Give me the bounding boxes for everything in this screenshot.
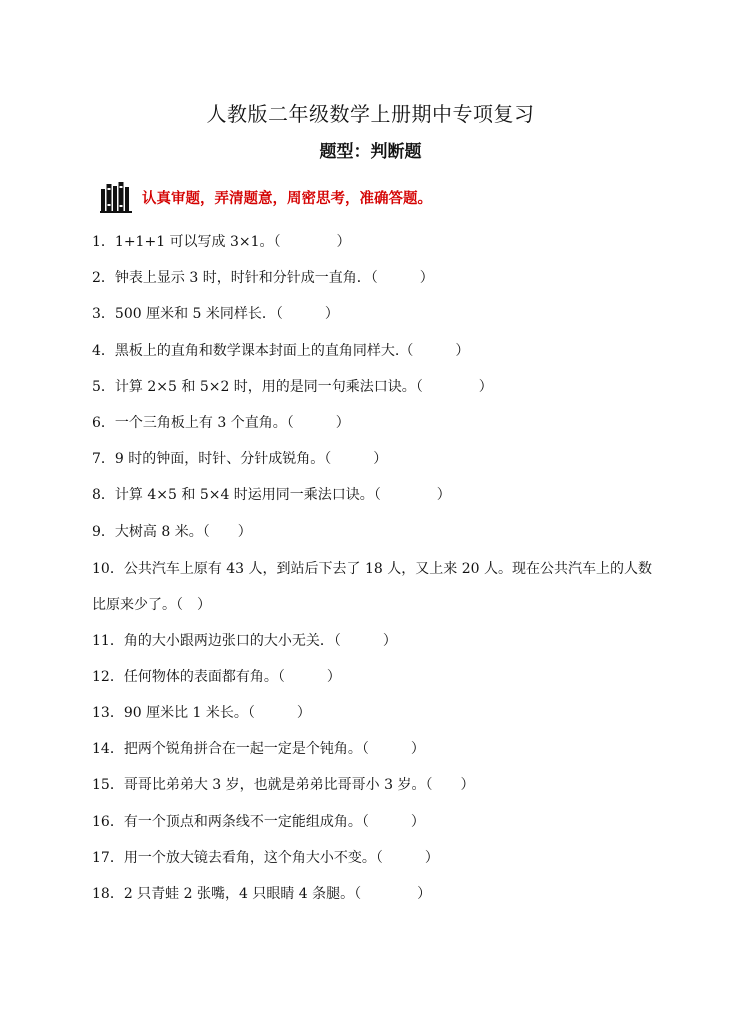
tip-banner xyxy=(100,180,432,214)
question-text: 角的大小跟两边张口的大小无关． xyxy=(123,632,334,649)
question-text: 2 只青蛙 2 张嘴，4 只眼睛 4 条腿。 xyxy=(123,886,355,902)
question-text: 任何物体的表面都有角。 xyxy=(123,668,278,685)
answer-blank[interactable]: （ ） xyxy=(333,632,397,649)
question-text: 黑板上的直角和数学课本封面上的直角同样大. xyxy=(114,342,400,359)
question-number: 11． xyxy=(92,632,124,649)
question-text: 90 厘米比 1 米长。 xyxy=(123,705,248,722)
question-item xyxy=(92,886,662,903)
books-icon xyxy=(100,180,134,214)
question-text: 公共汽车上原有 43 人，到站后下去了 18 人，又上来 20 人。现在公共汽车上的人数比原来少了。 xyxy=(92,560,652,613)
question-item xyxy=(92,633,662,650)
question-item xyxy=(92,487,662,504)
question-number: 2． xyxy=(92,270,115,287)
question-item xyxy=(92,270,662,287)
answer-blank[interactable]: （ ） xyxy=(286,414,350,431)
question-number: 16． xyxy=(92,813,124,830)
question-number: 9． xyxy=(92,523,115,540)
question-item xyxy=(92,741,662,758)
question-number: 4． xyxy=(92,342,115,359)
answer-blank[interactable]: （ ） xyxy=(354,886,432,902)
question-number: 7． xyxy=(92,451,115,468)
question-number: 6． xyxy=(92,414,115,431)
question-item xyxy=(92,551,662,623)
question-number: 10． xyxy=(92,560,124,577)
answer-blank[interactable]: （ ） xyxy=(415,378,493,395)
question-item xyxy=(92,814,662,831)
answer-blank[interactable]: （ ） xyxy=(375,849,439,866)
question-item xyxy=(92,234,662,251)
question-list xyxy=(92,234,662,922)
question-item xyxy=(92,306,662,323)
question-text: 500 厘米和 5 米同样长． xyxy=(114,306,276,323)
answer-blank[interactable]: （ ） xyxy=(425,777,475,794)
question-number: 14． xyxy=(92,741,124,758)
question-text: 大树高 8 米。 xyxy=(114,523,203,540)
question-number: 5． xyxy=(92,378,115,395)
page-subtitle: 题型：判断题 xyxy=(319,142,422,162)
answer-blank[interactable]: （ ） xyxy=(275,306,339,323)
question-text: 9 时的钟面，时针、分针成锐角。 xyxy=(114,451,325,468)
answer-blank[interactable]: （ ） xyxy=(277,668,341,685)
question-item xyxy=(92,415,662,432)
question-item xyxy=(92,379,662,396)
question-text: 用一个放大镜去看角，这个角大小不变。 xyxy=(123,849,376,866)
question-number: 3． xyxy=(92,306,115,323)
question-number: 8． xyxy=(92,487,115,504)
answer-blank[interactable]: （ ） xyxy=(373,487,451,504)
question-text: 计算 2×5 和 5×2 时，用的是同一句乘法口诀。 xyxy=(114,378,416,395)
question-item xyxy=(92,343,662,360)
answer-blank[interactable]: （ ） xyxy=(324,451,388,468)
tip-text: 认真审题，弄清题意，周密思考，准确答题。 xyxy=(142,190,432,207)
question-number: 13． xyxy=(92,705,124,722)
question-number: 17． xyxy=(92,849,124,866)
question-text: 计算 4×5 和 5×4 时运用同一乘法口诀。 xyxy=(114,487,374,504)
answer-blank[interactable]: （ ） xyxy=(361,741,425,758)
answer-blank[interactable]: （ ） xyxy=(370,270,434,287)
answer-blank[interactable]: （ ） xyxy=(273,234,351,250)
question-item xyxy=(92,451,662,468)
question-text: 哥哥比弟弟大 3 岁，也就是弟弟比哥哥小 3 岁。 xyxy=(123,777,426,794)
question-item xyxy=(92,777,662,794)
answer-blank[interactable]: （ ） xyxy=(247,705,311,722)
question-text: 把两个锐角拼合在一起一定是个钝角。 xyxy=(123,741,362,758)
question-item xyxy=(92,850,662,867)
question-text: 一个三角板上有 3 个直角。 xyxy=(114,414,287,431)
question-number: 12． xyxy=(92,668,124,685)
question-item xyxy=(92,705,662,722)
question-item xyxy=(92,524,662,541)
answer-blank[interactable]: （ ） xyxy=(176,596,211,613)
answer-blank[interactable]: （ ） xyxy=(361,813,425,830)
question-text: 钟表上显示 3 时，时针和分针成一直角． xyxy=(114,270,371,287)
question-number: 1． xyxy=(92,234,115,250)
page-title: 人教版二年级数学上册期中专项复习 xyxy=(206,102,535,126)
answer-blank[interactable]: （ ） xyxy=(202,523,252,540)
question-text: 1+1+1 可以写成 3×1。 xyxy=(114,234,274,250)
question-item xyxy=(92,669,662,686)
question-text: 有一个顶点和两条线不一定能组成角。 xyxy=(123,813,362,830)
question-number: 15． xyxy=(92,777,124,794)
question-number: 18． xyxy=(92,886,124,902)
answer-blank[interactable]: （ ） xyxy=(399,342,470,359)
